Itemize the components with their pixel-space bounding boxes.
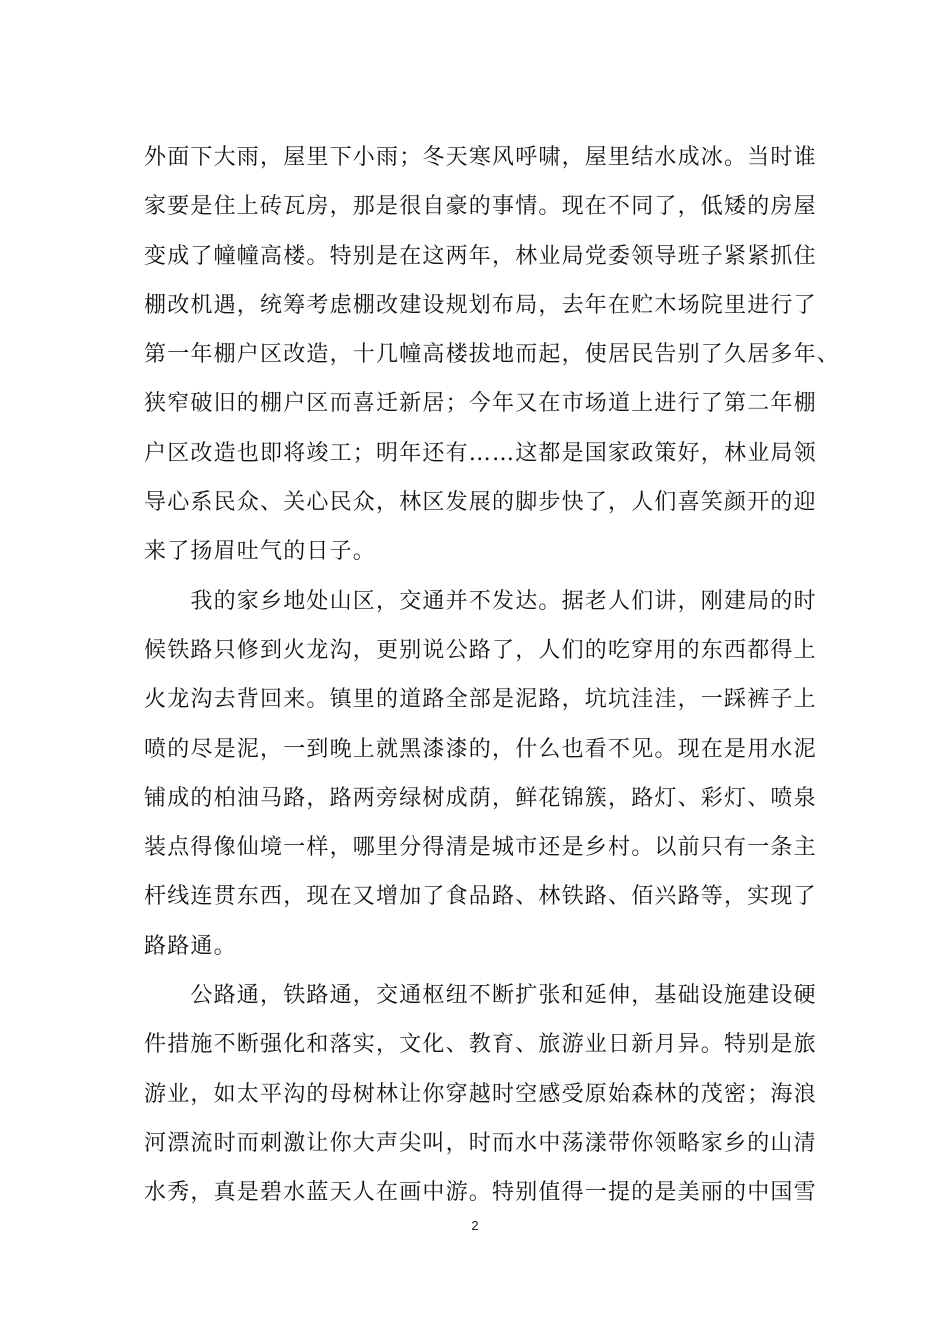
text-line: 外面下大雨，屋里下小雨；冬天寒风呼啸，屋里结水成冰。当时谁 (144, 145, 817, 170)
text-line: 铺成的柏油马路，路两旁绿树成荫，鲜花锦簇，路灯、彩灯、喷泉 (144, 785, 817, 811)
text-line: 杆线连贯东西，现在又增加了食品路、林铁路、佰兴路等，实现了 (144, 884, 817, 910)
text-line: 公路通，铁路通，交通枢纽不断扩张和延伸，基础设施建设硬 (144, 983, 817, 1009)
text-line: 我的家乡地处山区，交通并不发达。据老人们讲，刚建局的时 (144, 588, 817, 614)
text-line: 件措施不断强化和落实，文化、教育、旅游业日新月异。特别是旅 (144, 1032, 817, 1058)
text-line: 家要是住上砖瓦房，那是很自豪的事情。现在不同了，低矮的房屋 (144, 194, 817, 220)
body-text (144, 133, 841, 1218)
text-line: 变成了幢幢高楼。特别是在这两年，林业局党委领导班子紧紧抓住 (144, 243, 817, 269)
text-line: 棚改机遇，统筹考虑棚改建设规划布局，去年在贮木场院里进行了 (144, 292, 817, 318)
text-line: 喷的尽是泥，一到晚上就黑漆漆的，什么也看不见。现在是用水泥 (144, 736, 817, 762)
text-line: 游业，如太平沟的母树林让你穿越时空感受原始森林的茂密；海浪 (144, 1081, 817, 1107)
page-number: 2 (471, 1218, 479, 1233)
text-line: 户区改造也即将竣工；明年还有……这都是国家政策好，林业局领 (144, 440, 817, 466)
text-line: 河漂流时而刺激让你大声尖叫，时而水中荡漾带你领略家乡的山清 (144, 1130, 817, 1156)
text-line: 装点得像仙境一样，哪里分得清是城市还是乡村。以前只有一条主 (144, 835, 817, 861)
text-line: 候铁路只修到火龙沟，更别说公路了，人们的吃穿用的东西都得上 (144, 637, 817, 663)
text-line: 水秀，真是碧水蓝天人在画中游。特别值得一提的是美丽的中国雪 (144, 1180, 817, 1206)
text-line: 路路通。 (144, 933, 237, 959)
text-line: 火龙沟去背回来。镇里的道路全部是泥路，坑坑洼洼，一踩裤子上 (144, 687, 817, 713)
text-line: 第一年棚户区改造，十几幢高楼拔地而起，使居民告别了久居多年、 (144, 342, 841, 368)
text-line: 导心系民众、关心民众，林区发展的脚步快了，人们喜笑颜开的迎 (144, 490, 817, 516)
text-line: 来了扬眉吐气的日子。 (144, 539, 377, 565)
text-line: 狭窄破旧的棚户区而喜迁新居；今年又在市场道上进行了第二年棚 (144, 391, 817, 417)
